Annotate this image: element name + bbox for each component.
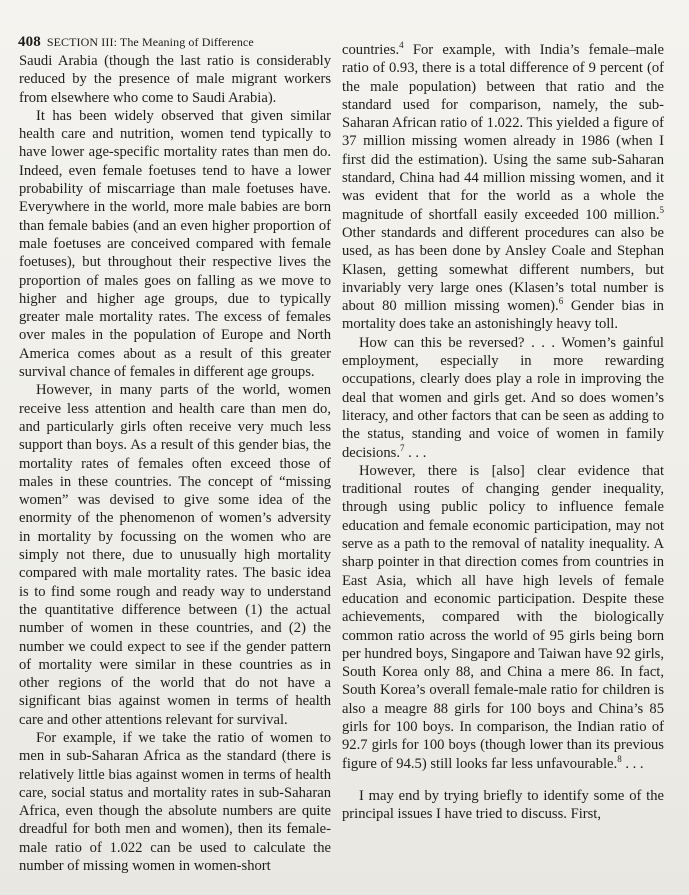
- paragraph: For example, if we take the ratio of women to men in sub-Saharan Africa as the standard (there is relatively little bias against women in terms of health care, social status and mortality rates in sub-Saharan Africa, even though the absolute numbers are quite dreadful for both men and women), then its female-male ratio of 1.022 can be used to calculate the number of missing women in women-short: [19, 729, 331, 875]
- section-break: [342, 773, 664, 787]
- right-column: [342, 41, 664, 823]
- text-run: For example, with India’s female–male ratio of 0.93, there is a total difference of 9 percent (of the male population) between that ratio and the standard used for comparison, namely, the sub-Saharan African ratio of 1.022. This yielded a figure of 37 million missing women already in 1986 (when I first did the estimation). Using the same sub-Saharan standard, China had 44 million missing women, and it was evident that for the world as a whole the magnitude of shortfall easily exceeded 100 million.: [342, 42, 664, 223]
- footnote-marker: 4: [399, 40, 404, 51]
- text-run: How can this be reversed? . . . Women’s gainful employment, especially in more rewarding occupations, clearly does play a role in improving the deal that women and girls get. And so does women’s literacy, and other factors that can be seen as adding to the status, standing and voice of women in family decisions.: [342, 334, 664, 461]
- text-run: countries.: [342, 42, 400, 58]
- left-column: [19, 52, 331, 875]
- paragraph: However, in many parts of the world, women receive less attention and health care than men do, and particularly girls often receive very much less support than boys. As a result of this gender bias, the mortality rates of females often exceed those of males in these countries. The concept of “missing women” was devised to give some idea of the enormity of the phenomenon of women’s adversity in mortality by focussing on the women who are simply not there, due to unusually high mortality compared with male mortality rates. The basic idea is to find some rough and ready way to understand the quantitative difference between (1) the actual number of women in these countries, and (2) the number we could expect to see if the gender pattern of mortality were similar in these countries as in other regions of the world that do not have a significant bias against women in terms of health care and other attentions relevant for survival.: [19, 382, 331, 728]
- paragraph: [342, 462, 664, 773]
- paragraph: Saudi Arabia (though the last ratio is considerably reduced by the presence of male migrant workers from elsewhere who come to Saudi Arabia).: [19, 53, 331, 106]
- paragraph: I may end by trying briefly to identify some of the principal issues I have tried to discuss. First,: [342, 787, 664, 823]
- text-run: Gender bias in mortality does take an astonishingly heavy toll.: [342, 298, 664, 333]
- page-number: 408: [18, 34, 41, 50]
- paragraph: It has been widely observed that given similar health care and nutrition, women tend typically to have lower age-specific mortality rates than men do. Indeed, even female foetuses tend to have a lower probability of miscarriage than male foetuses have. Everywhere in the world, more male babies are born than female babies (and an even higher proportion of male foetuses are conceived compared with female foetuses), but throughout their respective lives the proportion of males goes on falling as we move to higher and higher age groups, due to typically greater male mortality rates. The excess of females over males in the population of Europe and North America comes about as a result of this greater survival chance of females in different age groups.: [19, 107, 331, 381]
- paragraph: [342, 334, 664, 462]
- paragraph: [342, 41, 664, 334]
- footnote-marker: 5: [659, 204, 664, 215]
- footnote-marker: 7: [399, 442, 405, 453]
- text-run: . . .: [621, 755, 644, 772]
- footnote-marker: 8: [617, 753, 622, 764]
- running-header: [18, 34, 254, 51]
- text-run: Other standards and different procedures can also be used, as has been done by Ansley Coale and Stephan Klasen, getting somewhat different numbers, but invariably very large ones (Klasen’s total number is about 80 million missing women).: [342, 224, 664, 315]
- text-run: However, there is [also] clear evidence that traditional routes of changing gender inequality, through using public policy to influence female education and female economic participation, may not serve as a path to the removal of natality inequality. A sharp pointer in that direction comes from countries in East Asia, which all have high levels of female education and economic participation. Despite these achievements, compared with the biologically common ratio across the world of 95 girls being born per hundred boys, Singapore and Taiwan have 92 girls, South Korea only 88, and China a mere 86. In fact, South Korea’s overall female-male ratio for children is also a meagre 88 girls for 100 boys and China’s 85 girls for 100 boys. In comparison, the Indian ratio of 92.7 girls for 100 boys (though lower than its previous figure of 94.5) still looks far less unfavourable.: [342, 462, 664, 772]
- section-title: SECTION III: The Meaning of Difference: [46, 35, 254, 49]
- footnote-marker: 6: [558, 296, 564, 307]
- text-run: . . .: [404, 444, 427, 461]
